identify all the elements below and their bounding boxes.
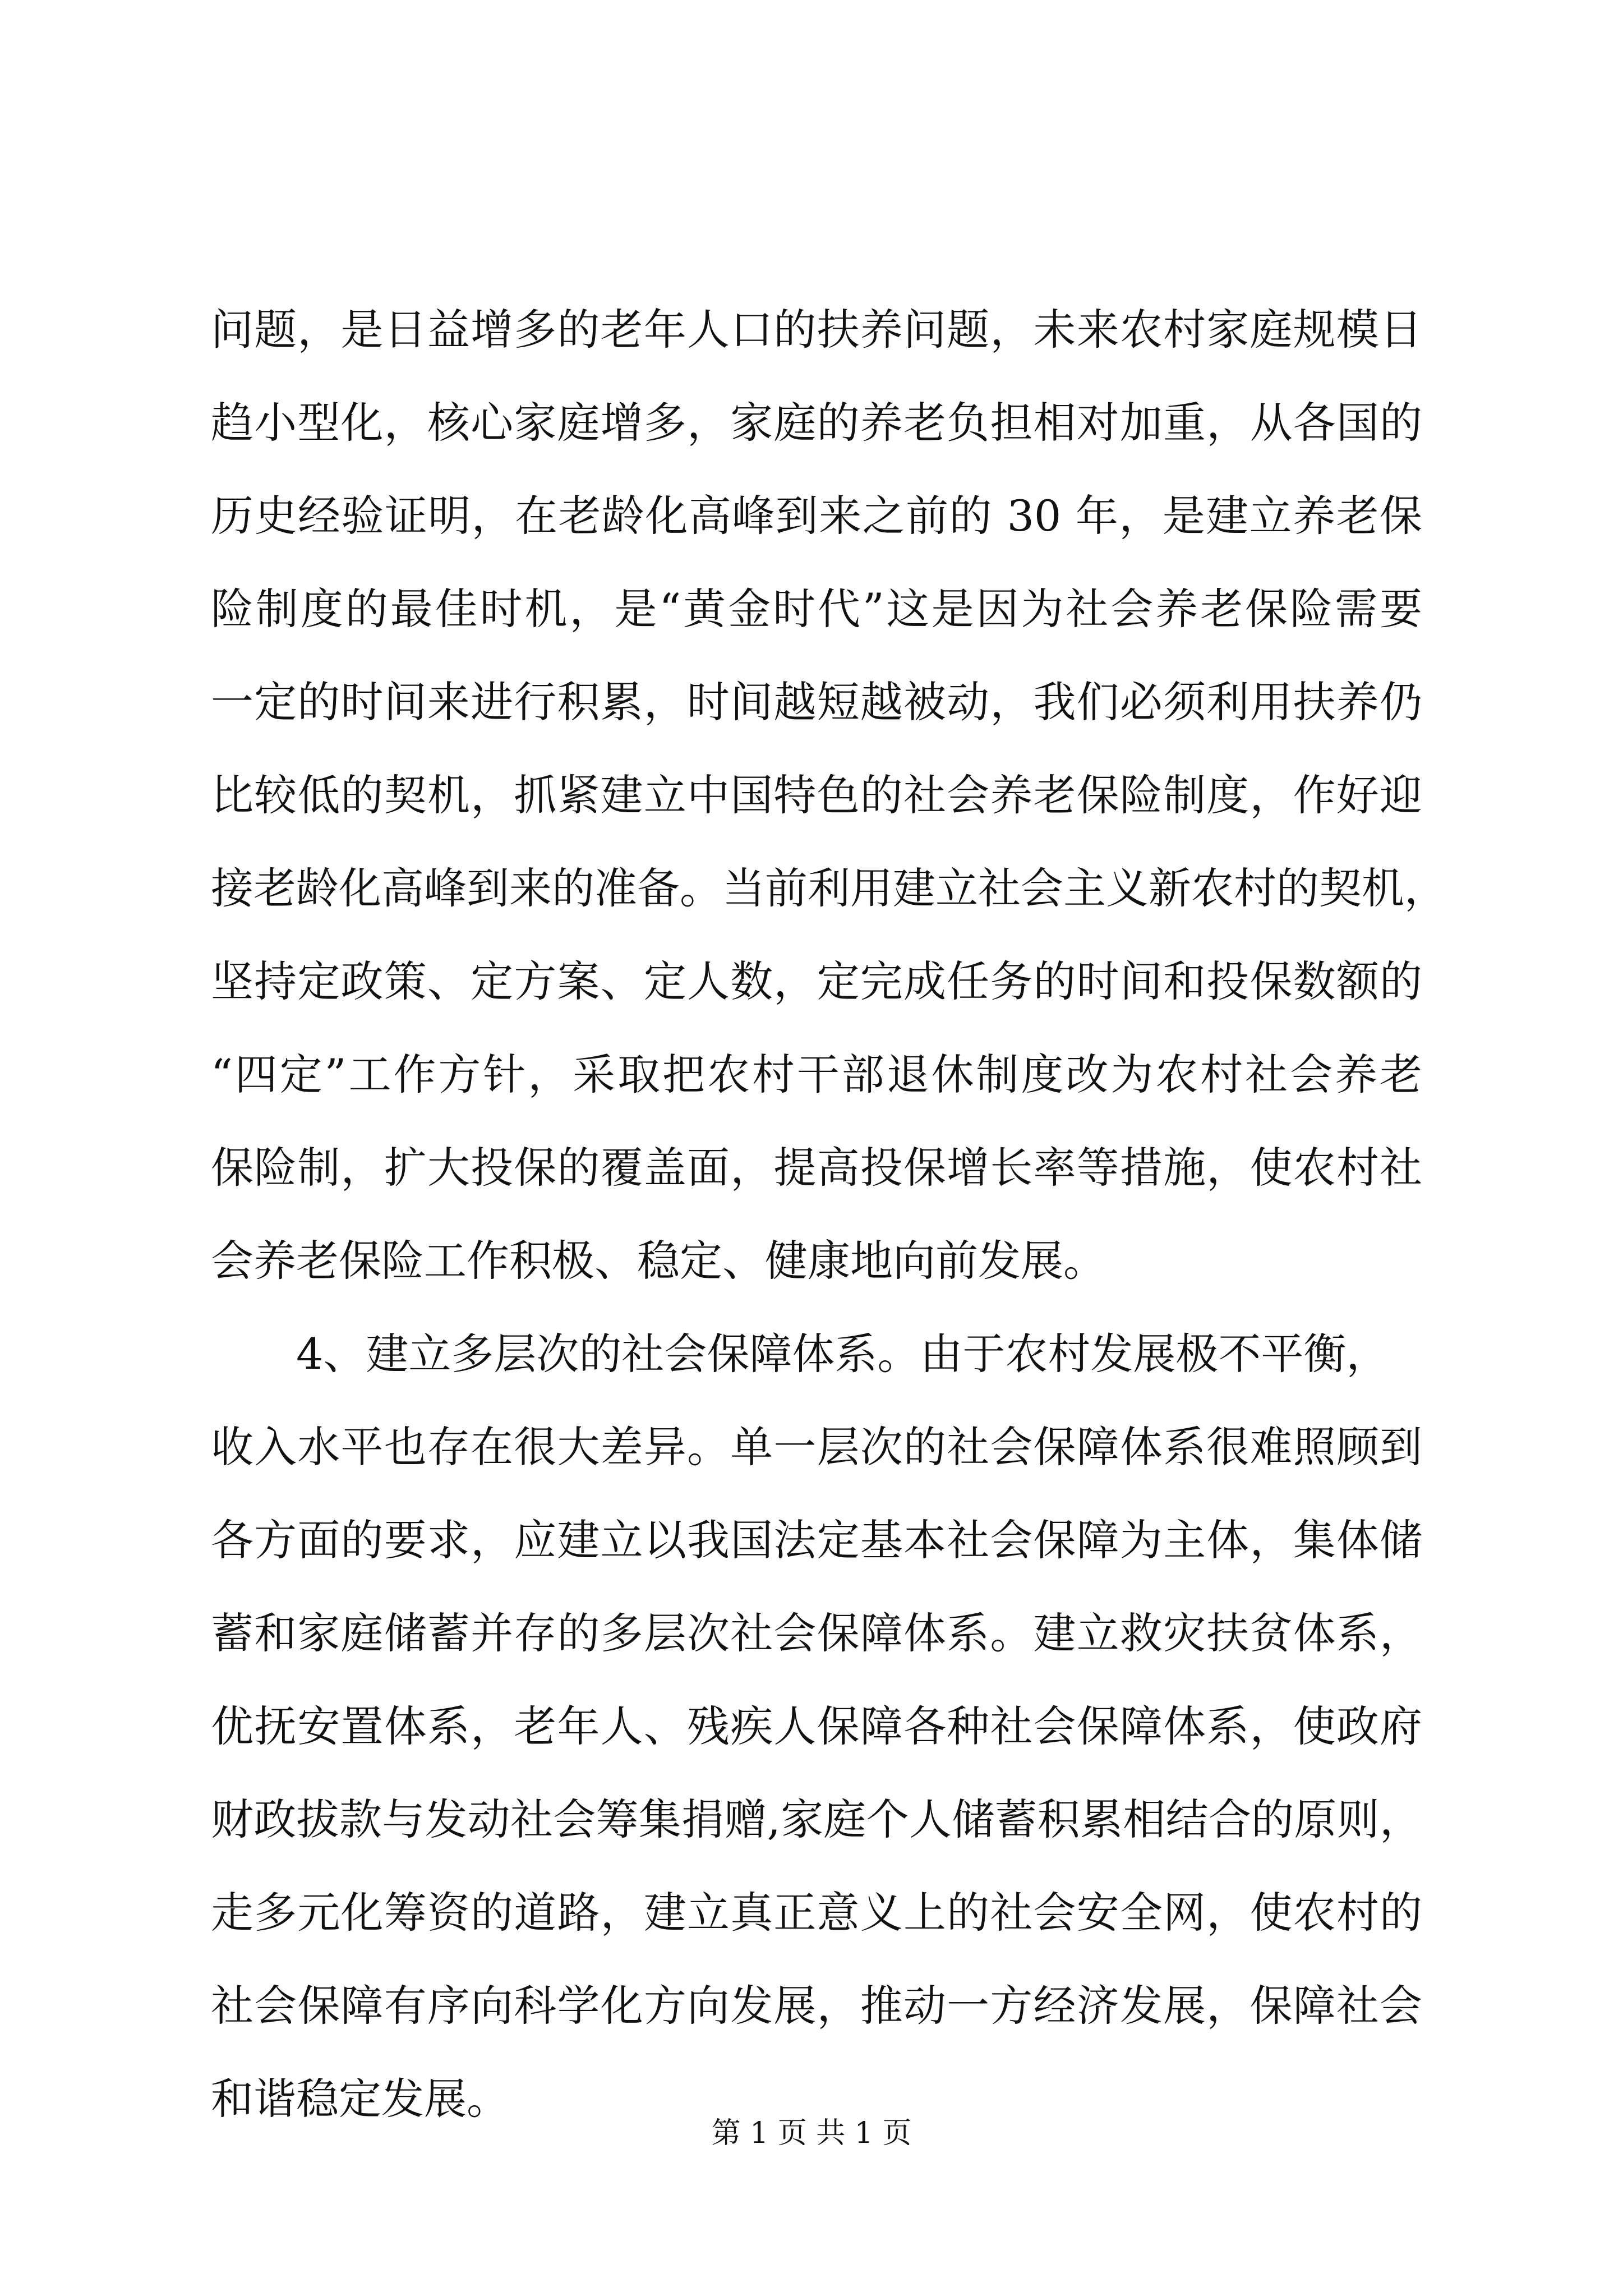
paragraph-2-line-1: 4、建立多层次的社会保障体系。由于农村发展极不平衡， — [296, 1329, 1389, 1379]
paragraph-1-line-8: 坚持定政策、定方案、定人数，定完成任务的时间和投保数额的 — [211, 956, 1422, 1006]
paragraph-1-line-11: 会养老保险工作积极、稳定、健康地向前发展。 — [211, 1236, 1106, 1286]
paragraph-2-line-7: 走多元化筹资的道路，建立真正意义上的社会安全网，使农村的 — [211, 1888, 1422, 1938]
paragraph-2-line-2: 收入水平也存在很大差异。单一层次的社会保障体系很难照顾到 — [211, 1422, 1422, 1472]
paragraph-1-line-5: 一定的时间来进行积累，时间越短越被动，我们必须利用扶养仍 — [211, 677, 1422, 727]
paragraph-1-line-9: “四定”工作方针，采取把农村干部退休制度改为农村社会养老 — [211, 1050, 1422, 1099]
paragraph-1-line-2: 趋小型化，核心家庭增多，家庭的养老负担相对加重，从各国的 — [211, 398, 1422, 448]
paragraph-2-line-9: 和谐稳定发展。 — [211, 2074, 509, 2124]
paragraph-1-line-10: 保险制，扩大投保的覆盖面，提高投保增长率等措施，使农村社 — [211, 1143, 1422, 1193]
paragraph-1-line-3: 历史经验证明，在老龄化高峰到来之前的 30 年，是建立养老保 — [211, 491, 1422, 541]
paragraph-1-line-4: 险制度的最佳时机，是“黄金时代”这是因为社会养老保险需要 — [211, 584, 1422, 634]
paragraph-2-line-3: 各方面的要求，应建立以我国法定基本社会保障为主体，集体储 — [211, 1515, 1422, 1565]
paragraph-1-line-1: 问题，是日益增多的老年人口的扶养问题，未来农村家庭规模日 — [211, 305, 1422, 355]
body-text — [211, 283, 1447, 2146]
paragraph-1-line-7: 接老龄化高峰到来的准备。当前利用建立社会主义新农村的契机， — [211, 863, 1447, 913]
paragraph-1-line-6: 比较低的契机，抓紧建立中国特色的社会养老保险制度，作好迎 — [211, 770, 1422, 820]
paragraph-2-line-6: 财政拔款与发动社会筹集捐赠,家庭个人储蓄积累相结合的原则， — [211, 1795, 1422, 1844]
paragraph-2-line-8: 社会保障有序向科学化方向发展，推动一方经济发展，保障社会 — [211, 1981, 1422, 2031]
page-footer: 第 1 页 共 1 页 — [711, 2116, 912, 2150]
paragraph-2-line-5: 优抚安置体系，老年人、残疾人保障各种社会保障体系，使政府 — [211, 1701, 1422, 1751]
paragraph-2-line-4: 蓄和家庭储蓄并存的多层次社会保障体系。建立救灾扶贫体系， — [211, 1608, 1422, 1658]
